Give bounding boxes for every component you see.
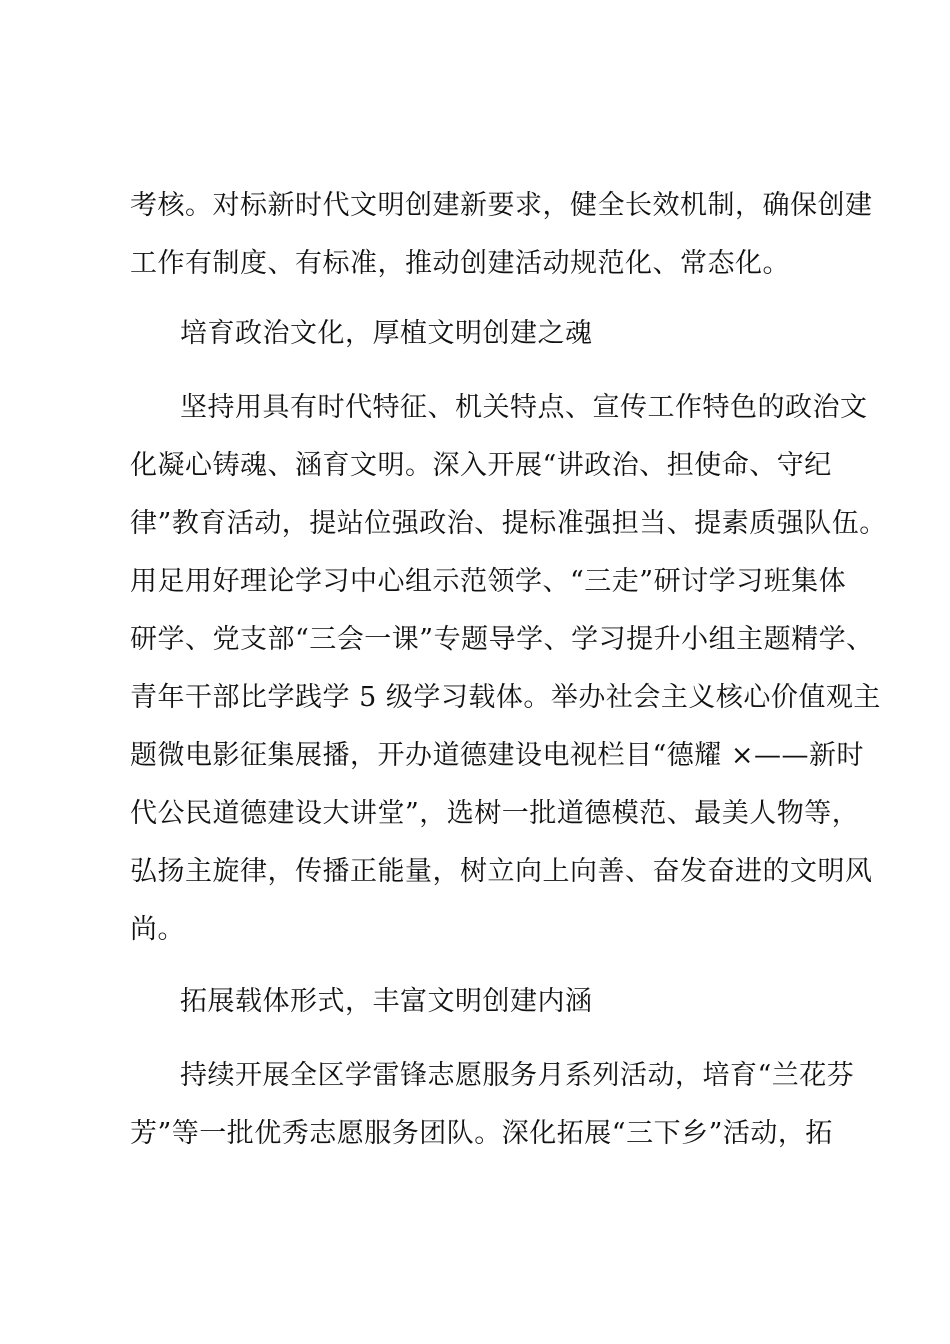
paragraph-line: 用足用好理论学习中心组示范领学、“三走”研讨学习班集体 [130, 566, 847, 597]
paragraph-line: 代公民道德建设大讲堂”，选树一批道德模范、最美人物等， [130, 798, 860, 829]
paragraph-line: 芳”等一批优秀志愿服务团队。深化拓展“三下乡”活动，拓 [130, 1118, 833, 1149]
paragraph-line: 工作有制度、有标准，推动创建活动规范化、常态化。 [130, 248, 790, 279]
paragraph-line: 题微电影征集展播，开办道德建设电视栏目“德耀 ×——新时 [130, 740, 865, 771]
section-heading: 培育政治文化，厚植文明创建之魂 [180, 318, 593, 349]
section-heading: 拓展载体形式，丰富文明创建内涵 [180, 986, 593, 1017]
paragraph-line: 律”教育活动，提站位强政治、提标准强担当、提素质强队伍。 [130, 508, 887, 539]
paragraph-line: 弘扬主旋律，传播正能量，树立向上向善、奋发奋进的文明风 [130, 856, 873, 887]
paragraph-line: 持续开展全区学雷锋志愿服务月系列活动，培育“兰花芬 [180, 1060, 855, 1091]
paragraph-line: 化凝心铸魂、涵育文明。深入开展“讲政治、担使命、守纪 [130, 450, 832, 481]
paragraph-line: 研学、党支部“三会一课”专题导学、学习提升小组主题精学、 [130, 624, 874, 655]
paragraph-line: 考核。对标新时代文明创建新要求，健全长效机制，确保创建 [130, 190, 873, 221]
paragraph-line: 青年干部比学践学 5 级学习载体。举办社会主义核心价值观主 [130, 682, 881, 713]
paragraph-line: 坚持用具有时代特征、机关特点、宣传工作特色的政治文 [180, 392, 868, 423]
paragraph-line: 尚。 [130, 914, 185, 945]
